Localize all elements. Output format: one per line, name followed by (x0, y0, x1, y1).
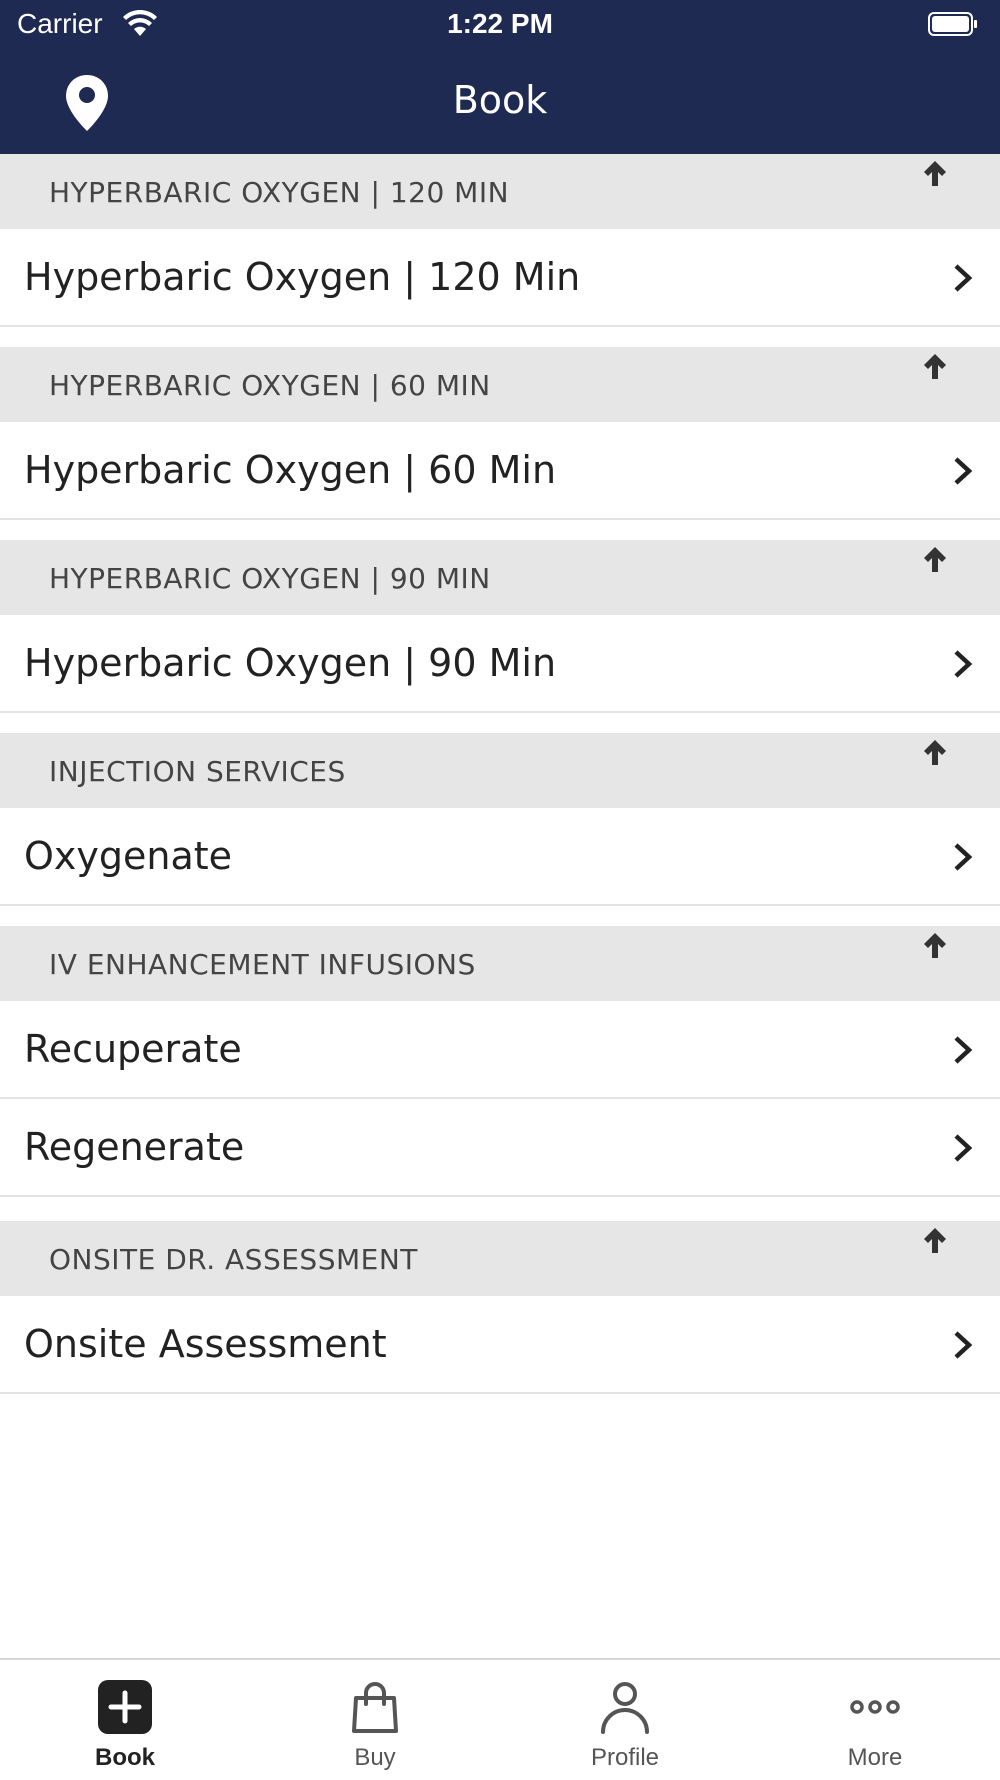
list-item-label: Hyperbaric Oxygen | 90 Min (24, 641, 557, 685)
shopping-bag-icon (348, 1680, 402, 1734)
arrow-up-icon[interactable] (920, 737, 950, 767)
tab-label: Buy (354, 1744, 396, 1771)
section-iv-enhancement (0, 926, 1000, 1197)
tab-book[interactable] (0, 1660, 250, 1780)
list-item[interactable] (0, 1001, 1000, 1099)
section-title: HYPERBARIC OXYGEN | 120 MIN (49, 176, 510, 209)
section-injection-services (0, 733, 1000, 906)
section-title: HYPERBARIC OXYGEN | 90 MIN (49, 562, 491, 595)
tab-label: Profile (590, 1744, 660, 1771)
arrow-up-icon[interactable] (920, 158, 950, 188)
list-item[interactable] (0, 808, 1000, 906)
ellipsis-icon (848, 1680, 902, 1734)
list-item[interactable] (0, 229, 1000, 327)
chevron-right-icon (952, 1035, 974, 1065)
tab-bar (0, 1658, 1000, 1780)
section-title: IV ENHANCEMENT INFUSIONS (49, 948, 476, 981)
section-title: INJECTION SERVICES (49, 755, 346, 788)
chevron-right-icon (952, 263, 974, 293)
list-item-label: Regenerate (24, 1125, 245, 1169)
section-hyperbaric-60 (0, 347, 1000, 520)
section-header (0, 733, 1000, 808)
arrow-up-icon[interactable] (920, 1225, 950, 1255)
list-item-label: Recuperate (24, 1027, 242, 1071)
status-bar (0, 0, 1000, 50)
tab-profile[interactable] (500, 1660, 750, 1780)
person-icon (598, 1680, 652, 1734)
carrier-label: Carrier (17, 8, 103, 39)
chevron-right-icon (952, 1330, 974, 1360)
tab-label: More (847, 1744, 903, 1771)
section-header (0, 347, 1000, 422)
list-item-label: Oxygenate (24, 834, 233, 878)
chevron-right-icon (952, 1133, 974, 1163)
section-onsite-assessment (0, 1221, 1000, 1394)
tab-more[interactable] (750, 1660, 1000, 1780)
section-header (0, 540, 1000, 615)
navigation-bar (0, 0, 1000, 154)
list-item[interactable] (0, 422, 1000, 520)
section-title: HYPERBARIC OXYGEN | 60 MIN (49, 369, 491, 402)
section-header (0, 1221, 1000, 1296)
arrow-up-icon[interactable] (920, 351, 950, 381)
tab-label: Book (95, 1744, 155, 1771)
clock: 1:22 PM (447, 8, 553, 39)
page-title: Book (452, 78, 548, 122)
section-header (0, 926, 1000, 1001)
chevron-right-icon (952, 649, 974, 679)
tab-buy[interactable] (250, 1660, 500, 1780)
list-item-label: Hyperbaric Oxygen | 120 Min (24, 255, 581, 299)
list-item-label: Hyperbaric Oxygen | 60 Min (24, 448, 557, 492)
arrow-up-icon[interactable] (920, 930, 950, 960)
plus-square-icon (98, 1680, 152, 1734)
section-header (0, 154, 1000, 229)
section-hyperbaric-90 (0, 540, 1000, 713)
list-item[interactable] (0, 615, 1000, 713)
battery-icon (928, 12, 978, 36)
arrow-up-icon[interactable] (920, 544, 950, 574)
list-item[interactable] (0, 1296, 1000, 1394)
list-item[interactable] (0, 1099, 1000, 1197)
list-item-label: Onsite Assessment (24, 1322, 387, 1366)
chevron-right-icon (952, 456, 974, 486)
section-title: ONSITE DR. ASSESSMENT (49, 1243, 418, 1276)
chevron-right-icon (952, 842, 974, 872)
section-hyperbaric-120 (0, 154, 1000, 327)
